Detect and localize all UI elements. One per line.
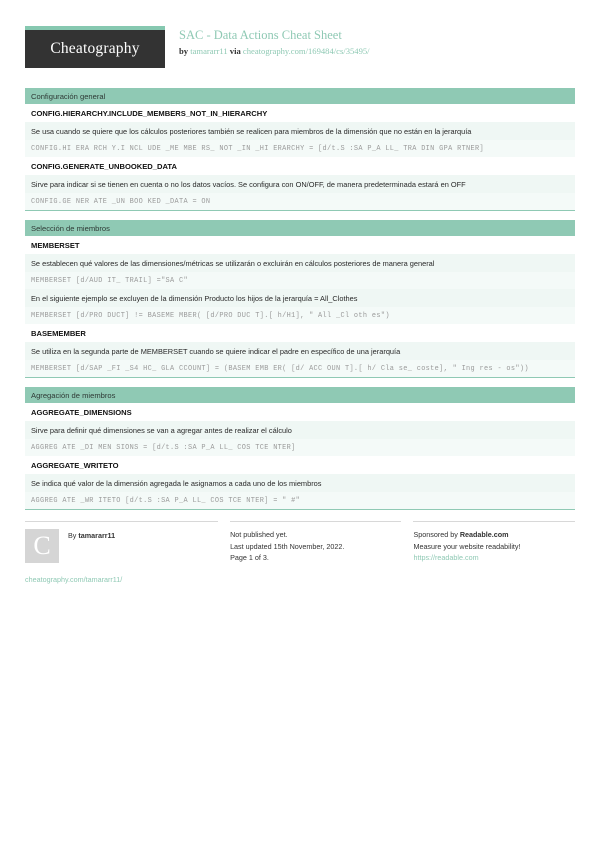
description-row: Sirve para indicar si se tienen en cuenta o no los datos vacíos. Se configura con ON/OFF, de manera predeterminada estará en OFF xyxy=(25,175,575,193)
by-label: by xyxy=(179,46,189,56)
code-row: AGGREG ATE _WR ITETO [d/t.S :SA P_A LL_ COS TCE NTER] = " #" xyxy=(25,492,575,509)
term-row: CONFIG.GENERATE_UNBOOKED_DATA xyxy=(25,157,575,175)
section-agregacion-de-miembros xyxy=(25,387,575,510)
profile-url-link[interactable]: cheatography.com/tamararr11/ xyxy=(25,575,123,584)
term-row: BASEMEMBER xyxy=(25,324,575,342)
section-seleccion-de-miembros xyxy=(25,220,575,378)
term-row: AGGREGATE_DIMENSIONS xyxy=(25,403,575,421)
author-row xyxy=(25,529,218,563)
section-title: Configuración general xyxy=(25,88,575,104)
code-row: MEMBERSET [d/PRO DUCT] != BASEME MBER( [d/PRO DUC T].[ h/H1], " All _Cl oth es") xyxy=(25,307,575,324)
code-row: MEMBERSET [d/SAP _FI _S4 HC_ GLA CCOUNT] = (BASEM EMB ER( [d/ ACC OUN T].[ h/ Cla se_ coste], " Ing res - os")) xyxy=(25,360,575,377)
author-value: tamararr11 xyxy=(78,531,116,540)
logo-text: Cheatography xyxy=(50,40,140,57)
code-row: CONFIG.GE NER ATE _UN BOO KED _DATA = ON xyxy=(25,193,575,210)
description-row: Se usa cuando se quiere que los cálculos posteriores también se realicen para miembros de la dimensión que no están en la jerarquía xyxy=(25,122,575,140)
page-header xyxy=(25,26,575,74)
sponsor-url-link[interactable]: https://readable.com xyxy=(413,553,479,562)
section-title: Agregación de miembros xyxy=(25,387,575,403)
author-link[interactable]: tamararr11 xyxy=(190,46,228,56)
description-row: Se establecen qué valores de las dimensiones/métricas se utilizarán o excluirán en cálculos posteriores de manera general xyxy=(25,254,575,272)
section-title: Selección de miembros xyxy=(25,220,575,236)
by-label: By xyxy=(68,531,77,540)
description-row: En el siguiente ejemplo se excluyen de la dimensión Producto los hijos de la jerarquía = All_Clothes xyxy=(25,289,575,307)
footer-sponsor-column xyxy=(413,521,575,586)
page-number: Page 1 of 3. xyxy=(230,553,269,562)
term-row: CONFIG.HIERARCHY.INCLUDE_MEMBERS_NOT_IN_HIERARCHY xyxy=(25,104,575,122)
code-row: CONFIG.HI ERA RCH Y.I NCL UDE _ME MBE RS_ NOT _IN _HI ERARCHY = [d/t.S :SA P_A LL_ TRA DIN GPA RTNER] xyxy=(25,140,575,157)
sections-container xyxy=(25,88,575,510)
description-row: Se indica qué valor de la dimensión agregada le asignamos a cada uno de los miembros xyxy=(25,474,575,492)
description-row: Se utiliza en la segunda parte de MEMBERSET cuando se quiere indicar el padre en específico de una jerarquía xyxy=(25,342,575,360)
code-row: AGGREG ATE _DI MEN SIONS = [d/t.S :SA P_A LL_ COS TCE NTER] xyxy=(25,439,575,456)
cheatography-logo[interactable] xyxy=(25,26,165,68)
publish-status: Not published yet. xyxy=(230,530,288,539)
section-configuracion-general xyxy=(25,88,575,211)
description-row: Sirve para definir qué dimensiones se van a agregar antes de realizar el cálculo xyxy=(25,421,575,439)
term-row: AGGREGATE_WRITETO xyxy=(25,456,575,474)
footer-publish-column xyxy=(230,521,401,586)
code-row: MEMBERSET [d/AUD IT_ TRAIL] ="SA C" xyxy=(25,272,575,289)
byline xyxy=(179,45,370,57)
sponsor-tagline: Measure your website readability! xyxy=(413,541,521,551)
last-updated: Last updated 15th November, 2022. xyxy=(230,541,345,551)
term-row: MEMBERSET xyxy=(25,236,575,254)
source-url-link[interactable]: cheatography.com/169484/cs/35495/ xyxy=(242,46,370,56)
sponsor-name: Readable.com xyxy=(459,530,509,539)
author-name xyxy=(68,529,115,542)
sponsor-line xyxy=(413,529,575,541)
header-titles xyxy=(179,26,370,57)
footer-author-column xyxy=(25,521,218,586)
via-label: via xyxy=(229,46,241,56)
page-title: SAC - Data Actions Cheat Sheet xyxy=(179,28,342,42)
page-footer xyxy=(25,521,575,586)
sponsor-prefix: Sponsored by xyxy=(413,530,458,539)
avatar: C xyxy=(25,529,59,563)
